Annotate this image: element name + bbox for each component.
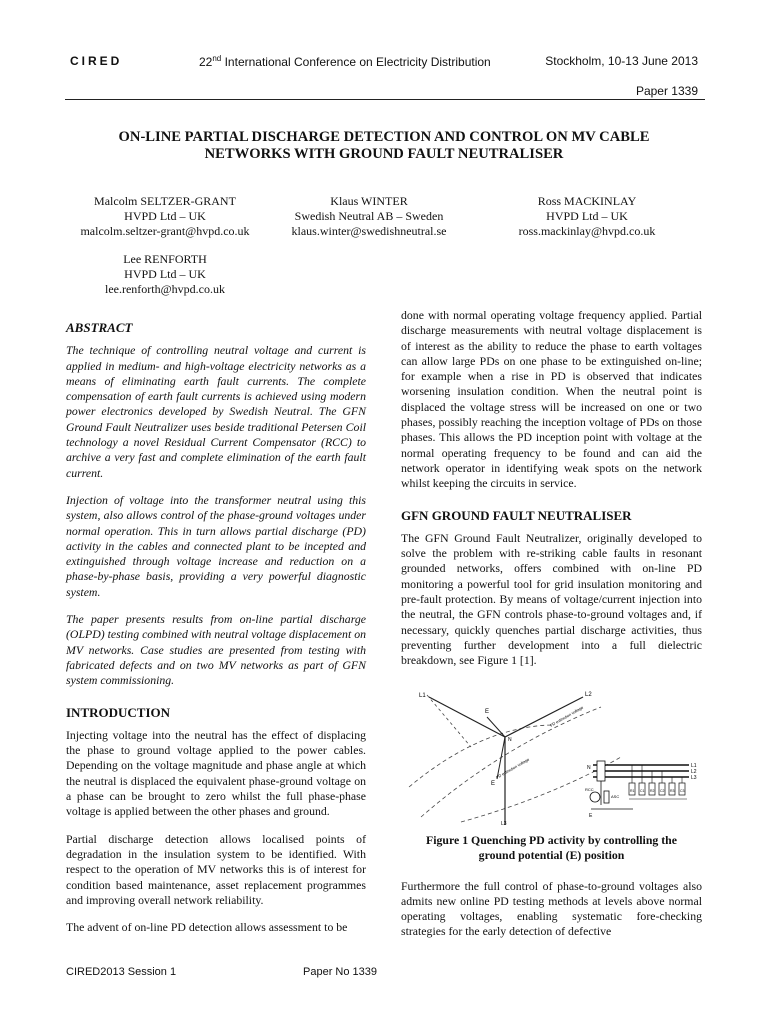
author-email[interactable]: ross.mackinlay@hvpd.co.uk (518, 224, 656, 238)
body-paragraph: Furthermore the full control of phase-to-ground voltages also admits new online PD testing methods at levels above normal operating voltages, enabling systematic fore-checking strategies for the early detection of defective (401, 878, 702, 939)
conference-title: International Conference on Electricity Distribution (221, 55, 491, 69)
author-name: Ross MACKINLAY (537, 194, 637, 208)
author-name: Malcolm SELTZER-GRANT (94, 194, 236, 208)
conference-number: 22 (199, 55, 213, 69)
label-r1: R1 (630, 788, 635, 793)
figure-1-caption (401, 833, 702, 863)
conference-location: Stockholm, 10-13 June 2013 (545, 54, 698, 68)
author-block (50, 194, 280, 239)
author-block (254, 194, 484, 239)
conference-name (199, 54, 491, 69)
left-column (66, 320, 366, 935)
label-neutral: N (587, 764, 591, 771)
introduction-paragraph: Partial discharge detection allows localised points of degradation in the insulation system to be identified. With respect to the operation of MV networks this is of interest for condition based maintenance, asset replacement programmes and improving overall network reliability. (66, 831, 366, 907)
author-email[interactable]: klaus.winter@swedishneutral.se (291, 224, 447, 238)
label-e: E (485, 708, 490, 715)
author-email[interactable]: lee.renforth@hvpd.co.uk (104, 282, 225, 296)
abstract-paragraph: The technique of controlling neutral voltage and current is applied in medium- and high-voltage electricity networks as a means of eliminating earth fault currents. The complete compensation of earth fault currents is achieved using modern power electronics developed by Swedish Neutral. The GFN Ground Fault Neutralizer uses beside traditional Petersen Coil technology a novel Residual Current Compensator (RCC) to archive a very fast and complete elimination of the earth fault current. (66, 343, 366, 480)
figure-1 (401, 687, 701, 827)
label-earth: E (589, 812, 593, 819)
dashed-line (427, 695, 471, 747)
author-org: HVPD Ltd – UK (124, 209, 206, 223)
label-c3: C3 (680, 788, 685, 793)
label-bus-l3: L3 (691, 774, 697, 781)
header-divider (65, 99, 705, 100)
body-paragraph: done with normal operating voltage frequency applied. Partial discharge measurements with neutral voltage displacement is of interest as the ability to reduce the phase to earth voltages can allow large PDs on one phase to be extinguished on-line; for example when a rise in PD is observed that indicates worsening insulation condition. When the neutral point is displaced the voltage stress will be increased on one or two phases, possibly reaching the inception voltage of PDs on those phases. This allows the PD inception point with voltage at the normal operating frequency to be found and can aid the network operator in identifying weak spots on the network whilst keeping the circuits in service. (401, 308, 702, 491)
label-c2: C2 (660, 788, 665, 793)
abstract-paragraph: The paper presents results from on-line partial discharge (OLPD) testing combined with neutral voltage displacement on MV networks. Case studies are presented from testing with fabricated defects and on two MV networks as part of GFN system commissioning. (66, 612, 366, 688)
voltage-arc (409, 725, 551, 787)
phasor-e (487, 717, 505, 737)
gfn-paragraph: The GFN Ground Fault Neutralizer, originally developed to solve the problem with re-striking cable faults in resonant grounded networks, offers combined with on-line PD monitoring a powerful tool for grid insulation monitoring and pre-fault protection. By means of voltage/current injection into the neutral, the GFN controls phase-to-ground voltages and, if necessary, quickly quenches partial discharge activities, thus preventing further development into a full dielectric breakdown, see Figure 1 [1]. (401, 530, 702, 668)
right-column (401, 308, 702, 940)
rcc-source-icon (590, 792, 600, 802)
label-r3: R3 (670, 788, 675, 793)
label-pd-extinction: PD extinction voltage (495, 756, 531, 780)
label-l2: L2 (585, 691, 592, 698)
author-org: HVPD Ltd – UK (124, 267, 206, 281)
label-l3: L3 (501, 820, 507, 827)
introduction-heading: INTRODUCTION (66, 704, 171, 720)
author-name: Lee RENFORTH (123, 252, 207, 266)
author-name: Klaus WINTER (330, 194, 408, 208)
transformer (597, 761, 605, 781)
introduction-paragraph: The advent of on-line PD detection allows assessment to be (66, 920, 348, 935)
author-block (50, 252, 280, 297)
author-email[interactable]: malcolm.seltzer-grant@hvpd.co.uk (80, 224, 250, 238)
label-bus-l1: L1 (691, 762, 697, 769)
author-block (472, 194, 702, 239)
abstract-heading: ABSTRACT (66, 320, 133, 335)
label-rcc: RCC (585, 786, 594, 792)
phasor-l1 (429, 697, 505, 737)
author-org: HVPD Ltd – UK (546, 209, 628, 223)
gfn-schematic (585, 761, 697, 819)
figure-1-diagram (401, 687, 701, 827)
paper-title (70, 129, 698, 163)
author-org: Swedish Neutral AB – Sweden (294, 209, 444, 223)
conference-org: CIRED (70, 54, 123, 68)
label-l1: L1 (419, 692, 426, 699)
paper-number: Paper 1339 (635, 84, 698, 98)
phasor-l2 (505, 697, 583, 737)
voltage-arc (421, 707, 601, 817)
label-pd-extinction: PD extinction voltage (549, 704, 585, 728)
footer-session: CIRED2013 Session 1 (66, 966, 177, 978)
label-e-displaced: E (491, 780, 496, 787)
caption-line-1: Figure 1 Quenching PD activity by controlling the (426, 832, 677, 847)
label-r2: R2 (650, 788, 655, 793)
abstract-body (66, 343, 366, 688)
introduction-paragraph: Injecting voltage into the neutral has the effect of displacing the phase to ground voltage applied to the power cables. Depending on the voltage magnitude and phase angle at which the neutral is displaced the equivalent phase-ground voltage on a phase can be brought to zero whilst the full phase-phase voltage is applied between the other phases and ground. (66, 727, 366, 819)
label-c1: C1 (640, 788, 645, 793)
title-line-2: NETWORKS WITH GROUND FAULT NEUTRALISER (204, 146, 564, 162)
gfn-heading: GFN GROUND FAULT NEUTRALISER (401, 507, 632, 523)
conference-ordinal: nd (212, 54, 222, 63)
title-line-1: ON-LINE PARTIAL DISCHARGE DETECTION AND CONTROL ON MV CABLE (118, 129, 650, 145)
caption-line-2: ground potential (E) position (478, 847, 625, 862)
label-n: N (508, 736, 512, 743)
footer-paper-number: Paper No 1339 (303, 966, 377, 978)
label-asc: ASC (611, 793, 620, 799)
label-bus-l2: L2 (691, 768, 697, 775)
asc-coil (604, 791, 609, 803)
abstract-paragraph: Injection of voltage into the transformer neutral using this system, also allows control of the phase-ground voltages under normal operation. This in turn allows partial discharge (PD) activity in the cables and connected plant to be incepted and extinguished through voltage increase and reduction on a phase-by-phase basis, providing a very powerful diagnostic system. (66, 492, 366, 599)
